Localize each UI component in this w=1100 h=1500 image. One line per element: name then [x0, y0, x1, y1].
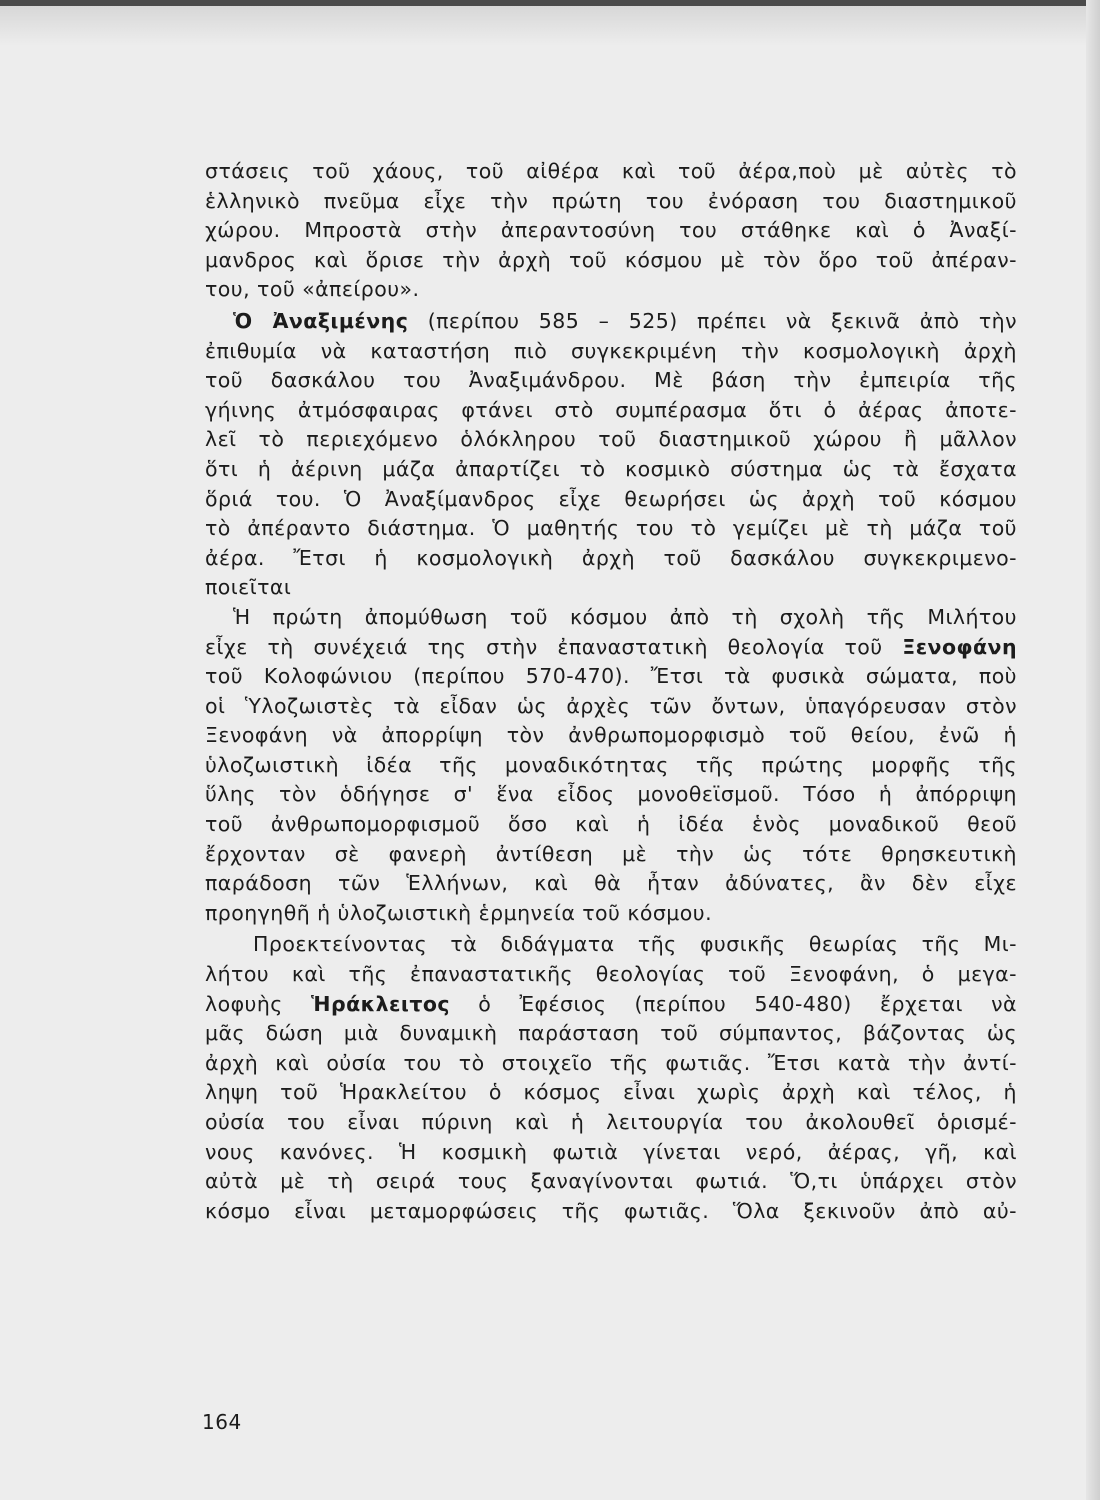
text-line: οὐσία του εἶναι πύρινη καὶ ἡ λειτουργία του ἀκολουθεῖ ὁρισμέ- — [205, 1110, 1017, 1134]
text-line — [205, 307, 1017, 337]
text-span: εἶχε τὴ συνέχειά της στὴν ἐπαναστατικὴ θεολογία τοῦ — [205, 634, 903, 659]
text-line: τοῦ δασκάλου του Ἀναξιμάνδρου. Μὲ βάση τὴν ἐμπειρία τῆς — [205, 368, 1017, 393]
scan-page-edge — [1086, 0, 1100, 1500]
text-line: χώρου. Μπροστὰ στὴν ἀπεραντοσύνη του στάθηκε καὶ ὁ Ἀναξί- — [205, 218, 1017, 243]
text-span: (περίπου 585 – 525) πρέπει νὰ ξεκινᾶ ἀπὸ τὴν — [408, 308, 1017, 333]
text-line: λήτου καὶ τῆς ἐπαναστατικῆς θεολογίας τοῦ Ξενοφάνη, ὁ μεγα- — [205, 962, 1017, 987]
text-line — [205, 633, 1017, 663]
text-line: ἔρχονταν σὲ φανερὴ ἀντίθεση μὲ τὴν ὡς τότε θρησκευτικὴ — [205, 841, 1017, 866]
text-line: λεῖ τὸ περιεχόμενο ὁλόκληρου τοῦ διαστημικοῦ χώρου ἢ μᾶλλον — [205, 427, 1017, 452]
text-line: ἀρχὴ καὶ οὐσία του τὸ στοιχεῖο τῆς φωτιᾶς. Ἔτσι κατὰ τὴν ἀντί- — [205, 1050, 1017, 1075]
text-span: ὁ Ἐφέσιος (περίπου 540-480) ἔρχεται νὰ — [450, 991, 1017, 1016]
text-line: ἀέρα. Ἔτσι ἡ κοσμολογικὴ ἀρχὴ τοῦ δασκάλου συγκεκριμενο- — [205, 545, 1017, 570]
text-line: αὐτὰ μὲ τὴ σειρά τους ξαναγίνονται φωτιά. Ὅ,τι ὑπάρχει στὸν — [205, 1169, 1017, 1194]
text-line: νους κανόνες. Ἡ κοσμικὴ φωτιὰ γίνεται νερό, ἀέρας, γῆ, καὶ — [205, 1139, 1017, 1164]
text-line: προηγηθῆ ἡ ὑλοζωιστικὴ ἑρμηνεία τοῦ κόσμου. — [205, 900, 713, 925]
paragraph-1 — [205, 157, 1017, 305]
text-line — [205, 990, 1017, 1020]
page-number: 164 — [202, 1410, 242, 1434]
paragraph-2 — [205, 307, 1017, 603]
text-line: Ξενοφάνη νὰ ἀπορρίψη τὸν ἀνθρωπομορφισμὸ τοῦ θείου, ἐνῶ ἡ — [205, 723, 1017, 748]
text-line: παράδοση τῶν Ἑλλήνων, καὶ θὰ ἦταν ἀδύνατες, ἂν δὲν εἶχε — [205, 871, 1017, 896]
text-span: λοφυὴς — [205, 991, 312, 1016]
text-line: τοῦ ἀνθρωπομορφισμοῦ ὅσο καὶ ἡ ἰδέα ἑνὸς μοναδικοῦ θεοῦ — [205, 812, 1017, 837]
body-text — [205, 157, 1017, 1226]
text-line: μανδρος καὶ ὅρισε τὴν ἀρχὴ τοῦ κόσμου μὲ τὸν ὅρο τοῦ ἀπέραν- — [205, 247, 1017, 272]
name-anaximenes: Ὁ Ἀναξιμένης — [233, 308, 409, 333]
text-line: τὸ ἀπέραντο διάστημα. Ὁ μαθητής του τὸ γεμίζει μὲ τὴ μάζα τοῦ — [205, 516, 1017, 541]
text-line: μᾶς δώση μιὰ δυναμικὴ παράσταση τοῦ σύμπαντος, βάζοντας ὡς — [205, 1021, 1017, 1046]
name-xenophanes: Ξενοφάνη — [902, 634, 1017, 659]
text-line: Προεκτείνοντας τὰ διδάγματα τῆς φυσικῆς θεωρίας τῆς Μι- — [253, 932, 1017, 957]
text-line: κόσμο εἶναι μεταμορφώσεις τῆς φωτιᾶς. Ὅλα ξεκινοῦν ἀπὸ αὐ- — [205, 1198, 1017, 1223]
text-line: τοῦ Κολοφώνιου (περίπου 570-470). Ἔτσι τὰ φυσικὰ σώματα, ποὺ — [205, 664, 1017, 689]
text-line: ληψη τοῦ Ἡρακλείτου ὁ κόσμος εἶναι χωρὶς ἀρχὴ καὶ τέλος, ἡ — [205, 1080, 1017, 1105]
text-line: ὅτι ἡ ἀέρινη μάζα ἀπαρτίζει τὸ κοσμικὸ σύστημα ὡς τὰ ἔσχατα — [205, 456, 1017, 481]
name-heraclitus: Ἡράκλειτος — [311, 991, 451, 1016]
text-line: ὕλης τὸν ὁδήγησε σ' ἕνα εἶδος μονοθεϊσμοῦ. Τόσο ἡ ἀπόρριψη — [205, 782, 1017, 807]
text-line: ὑλοζωιστικὴ ἰδέα τῆς μοναδικότητας τῆς πρώτης μορφῆς τῆς — [205, 752, 1017, 777]
text-line: στάσεις τοῦ χάους, τοῦ αἰθέρα καὶ τοῦ ἀέρα,ποὺ μὲ αὐτὲς τὸ — [205, 159, 1017, 183]
text-line: του, τοῦ «ἀπείρου». — [205, 277, 420, 302]
text-line: ἑλληνικὸ πνεῦμα εἶχε τὴν πρώτη του ἐνόραση του διαστημικοῦ — [205, 188, 1017, 213]
paragraph-3 — [205, 603, 1017, 929]
text-line: ὅριά του. Ὁ Ἀναξίμανδρος εἶχε θεωρήσει ὡς ἀρχὴ τοῦ κόσμου — [205, 486, 1017, 511]
text-line: Ἡ πρώτη ἀπομύθωση τοῦ κόσμου ἀπὸ τὴ σχολὴ τῆς Μιλήτου — [233, 604, 1017, 629]
text-line: οἱ Ὑλοζωιστὲς τὰ εἶδαν ὡς ἀρχὲς τῶν ὄντων, ὑπαγόρευσαν στὸν — [205, 693, 1017, 718]
text-line: ποιεῖται — [205, 575, 292, 600]
text-line: ἐπιθυμία νὰ καταστήση πιὸ συγκεκριμένη τὴν κοσμολογικὴ ἀρχὴ — [205, 338, 1017, 363]
scan-top-shadow — [0, 6, 1100, 46]
paragraph-4 — [205, 930, 1017, 1226]
text-line: γήινης ἀτμόσφαιρας φτάνει στὸ συμπέρασμα ὅτι ὁ ἀέρας ἀποτε- — [205, 397, 1017, 422]
